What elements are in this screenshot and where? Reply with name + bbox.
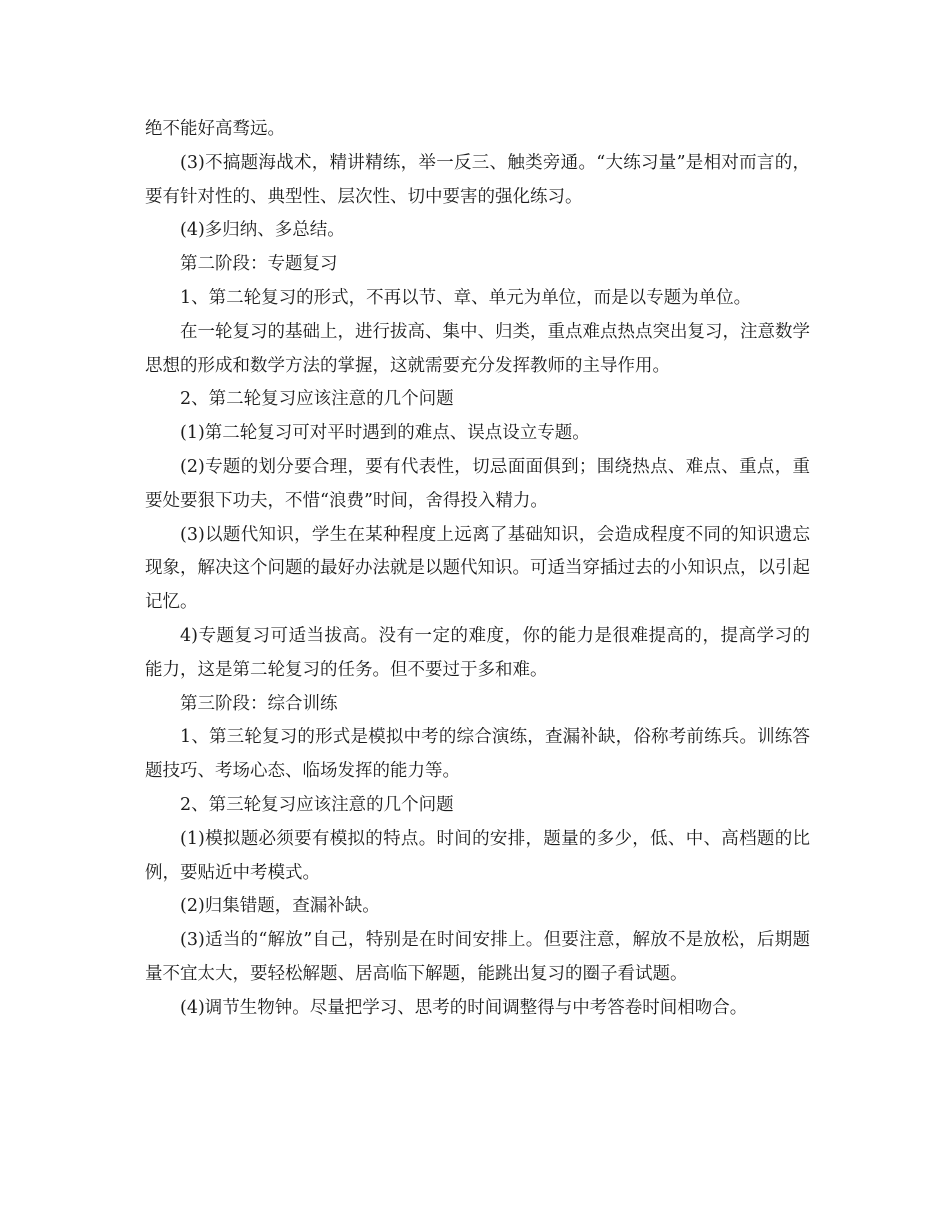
paragraph: (2)专题的划分要合理，要有代表性，切忌面面俱到；围绕热点、难点、重点，重要处要狠下功夫，不惜“浪费”时间，舍得投入精力。 <box>145 456 810 511</box>
paragraph: (1)模拟题必须要有模拟的特点。时间的安排，题量的多少，低、中、高档题的比例，要贴近中考模式。 <box>145 828 810 883</box>
section-heading-stage-three: 第三阶段：综合训练 <box>180 693 338 714</box>
paragraph: 在一轮复习的基础上，进行拔高、集中、归类，重点难点热点突出复习，注意数学思想的形成和数学方法的掌握，这就需要充分发挥教师的主导作用。 <box>145 321 810 376</box>
sub-heading: 2、第三轮复习应该注意的几个问题 <box>180 794 454 815</box>
paragraph: (3)不搞题海战术，精讲精练，举一反三、触类旁通。“大练习量”是相对而言的，要有针对性的、典型性、层次性、切中要害的强化练习。 <box>145 152 810 207</box>
paragraph: (1)第二轮复习可对平时遇到的难点、误点设立专题。 <box>180 423 590 444</box>
paragraph: (4)多归纳、多总结。 <box>180 220 345 241</box>
document-body <box>145 113 810 1026</box>
paragraph: 1、第三轮复习的形式是模拟中考的综合演练，查漏补缺，俗称考前练兵。训练答题技巧、考场心态、临场发挥的能力等。 <box>145 727 810 782</box>
paragraph-continuation: 绝不能好高骛远。 <box>145 119 285 139</box>
paragraph: (3)适当的“解放”自己，特别是在时间安排上。但要注意，解放不是放松，后期题量不宜太大，要轻松解题、居高临下解题，能跳出复习的圈子看试题。 <box>145 930 810 984</box>
section-heading-stage-two: 第二阶段：专题复习 <box>180 254 338 275</box>
paragraph: (3)以题代知识，学生在某种程度上远离了基础知识，会造成程度不同的知识遗忘现象，解决这个问题的最好办法就是以题代知识。可适当穿插过去的小知识点，以引起记忆。 <box>145 524 810 613</box>
paragraph: (4)调节生物钟。尽量把学习、思考的时间调整得与中考答卷时间相吻合。 <box>180 997 748 1018</box>
sub-heading: 2、第二轮复习应该注意的几个问题 <box>180 389 454 410</box>
paragraph: 1、第二轮复习的形式，不再以节、章、单元为单位，而是以专题为单位。 <box>180 287 752 308</box>
paragraph: (2)归集错题，查漏补缺。 <box>180 896 380 917</box>
paragraph: 4)专题复习可适当拔高。没有一定的难度，你的能力是很难提高的，提高学习的能力，这是第二轮复习的任务。但不要过于多和难。 <box>145 625 810 680</box>
